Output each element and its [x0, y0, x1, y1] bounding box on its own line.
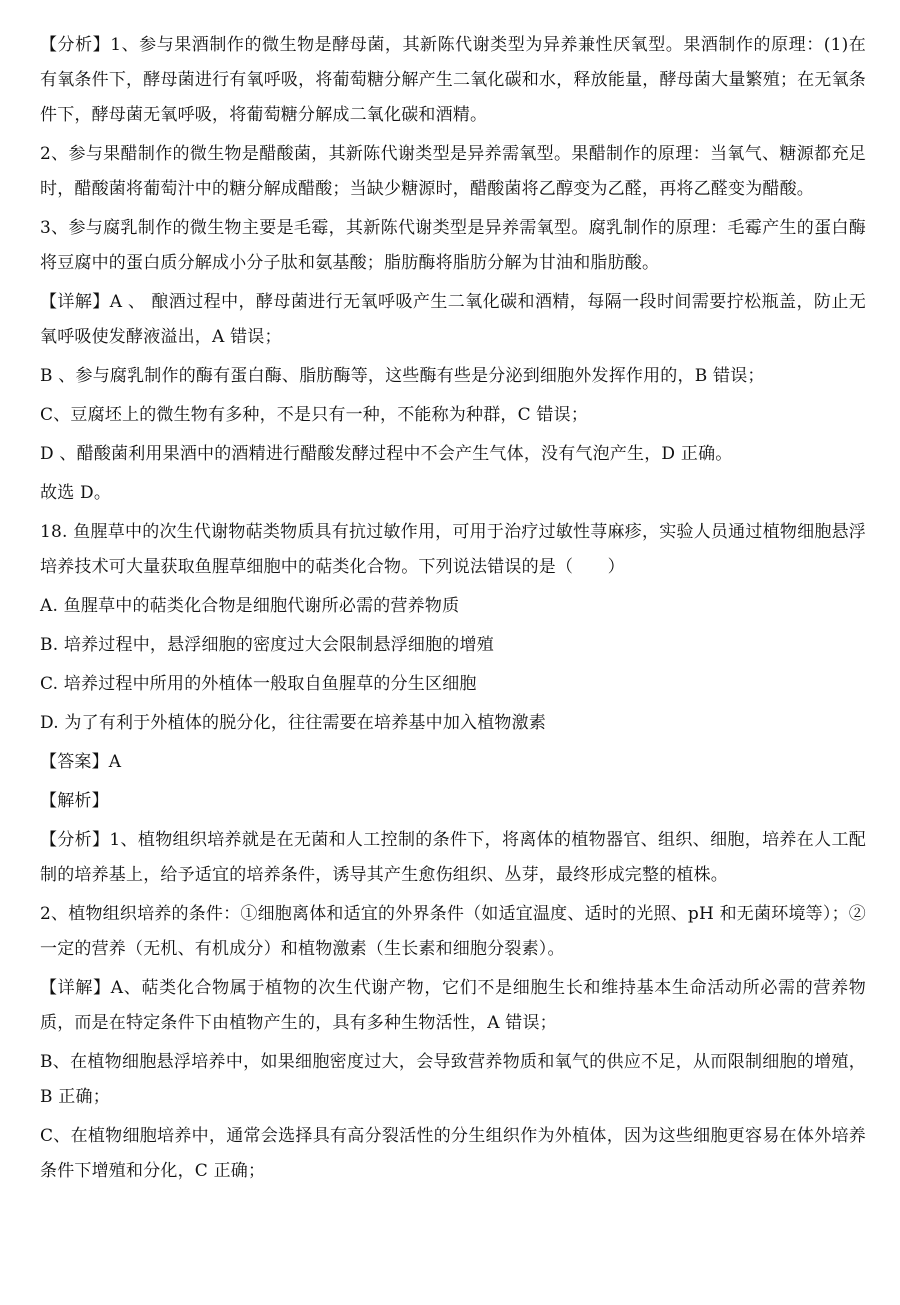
answer-line: [40, 745, 866, 780]
paragraph-text: 【解析】: [40, 791, 109, 811]
paragraph-text: 【分析】1、参与果酒制作的微生物是酵母菌，其新陈代谢类型为异养兼性厌氧型。果酒制作的原理：(1)在有氧条件下，酵母菌进行有氧呼吸，将葡萄糖分解产生二氧化碳和水，释放能量，酵母菌大量繁殖；在无氧条件下，酵母菌无氧呼吸，将葡萄糖分解成二氧化碳和酒精。: [40, 35, 866, 125]
paragraph-text: 2、参与果醋制作的微生物是醋酸菌，其新陈代谢类型是异养需氧型。果醋制作的原理：当氧气、糖源都充足时，醋酸菌将葡萄汁中的糖分解成醋酸；当缺少糖源时，醋酸菌将乙醇变为乙醛，再将乙醛变为醋酸。: [40, 144, 866, 199]
paragraph-text: 【详解】A、萜类化合物属于植物的次生代谢产物，它们不是细胞生长和维持基本生命活动所必需的营养物质，而是在特定条件下由植物产生的，具有多种生物活性，A 错误；: [40, 978, 866, 1033]
analysis-paragraph-q18-2: [40, 897, 866, 967]
document-page: [40, 28, 866, 1193]
detail-paragraph-a: [40, 285, 866, 355]
detail-paragraph-d: [40, 437, 866, 472]
paragraph-text: B、在植物细胞悬浮培养中，如果细胞密度过大，会导致营养物质和氧气的供应不足，从而限制细胞的增殖，B 正确；: [40, 1052, 866, 1107]
paragraph-text: B. 培养过程中，悬浮细胞的密度过大会限制悬浮细胞的增殖: [40, 635, 494, 655]
question-18-stem: [40, 515, 866, 585]
detail-paragraph-q18-b: [40, 1045, 866, 1115]
paragraph-text: C、豆腐坯上的微生物有多种，不是只有一种，不能称为种群，C 错误；: [40, 405, 589, 425]
analysis-paragraph-1: [40, 28, 866, 133]
paragraph-text: 2、植物组织培养的条件：①细胞离体和适宜的外界条件（如适宜温度、适时的光照、pH 和无菌环境等）；②一定的营养（无机、有机成分）和植物激素（生长素和细胞分裂素）。: [40, 904, 866, 959]
paragraph-text: 【详解】A 、 酿酒过程中，酵母菌进行无氧呼吸产生二氧化碳和酒精，每隔一段时间需要拧松瓶盖，防止无氧呼吸使发酵液溢出，A 错误；: [40, 292, 866, 347]
detail-paragraph-q18-a: [40, 971, 866, 1041]
detail-paragraph-c: [40, 398, 866, 433]
detail-paragraph-q18-c: [40, 1119, 866, 1189]
paragraph-text: A. 鱼腥草中的萜类化合物是细胞代谢所必需的营养物质: [40, 596, 460, 616]
paragraph-text: D. 为了有利于外植体的脱分化，往往需要在培养基中加入植物激素: [40, 713, 547, 733]
analysis-paragraph-q18-1: [40, 823, 866, 893]
analysis-paragraph-2: [40, 137, 866, 207]
paragraph-text: B 、参与腐乳制作的酶有蛋白酶、脂肪酶等，这些酶有些是分泌到细胞外发挥作用的，B 错误；: [40, 366, 765, 386]
paragraph-text: D 、醋酸菌利用果酒中的酒精进行醋酸发酵过程中不会产生气体，没有气泡产生，D 正确。: [40, 444, 733, 464]
detail-paragraph-b: [40, 359, 866, 394]
question-option-c: [40, 667, 866, 702]
paragraph-text: 【分析】1、植物组织培养就是在无菌和人工控制的条件下，将离体的植物器官、组织、细胞，培养在人工配制的培养基上，给予适宜的培养条件，诱导其产生愈伤组织、丛芽，最终形成完整的植株。: [40, 830, 866, 885]
paragraph-text: 18. 鱼腥草中的次生代谢物萜类物质具有抗过敏作用，可用于治疗过敏性荨麻疹，实验人员通过植物细胞悬浮培养技术可大量获取鱼腥草细胞中的萜类化合物。下列说法错误的是（ ）: [40, 522, 866, 577]
paragraph-text: C. 培养过程中所用的外植体一般取自鱼腥草的分生区细胞: [40, 674, 477, 694]
conclusion-line: [40, 476, 866, 511]
question-option-b: [40, 628, 866, 663]
question-option-d: [40, 706, 866, 741]
explanation-heading: [40, 784, 866, 819]
paragraph-text: 【答案】A: [40, 752, 122, 772]
question-option-a: [40, 589, 866, 624]
paragraph-text: C、在植物细胞培养中，通常会选择具有高分裂活性的分生组织作为外植体，因为这些细胞更容易在体外培养条件下增殖和分化，C 正确；: [40, 1126, 866, 1181]
paragraph-text: 3、参与腐乳制作的微生物主要是毛霉，其新陈代谢类型是异养需氧型。腐乳制作的原理：毛霉产生的蛋白酶将豆腐中的蛋白质分解成小分子肽和氨基酸；脂肪酶将脂肪分解为甘油和脂肪酸。: [40, 218, 866, 273]
paragraph-text: 故选 D。: [40, 483, 112, 503]
analysis-paragraph-3: [40, 211, 866, 281]
